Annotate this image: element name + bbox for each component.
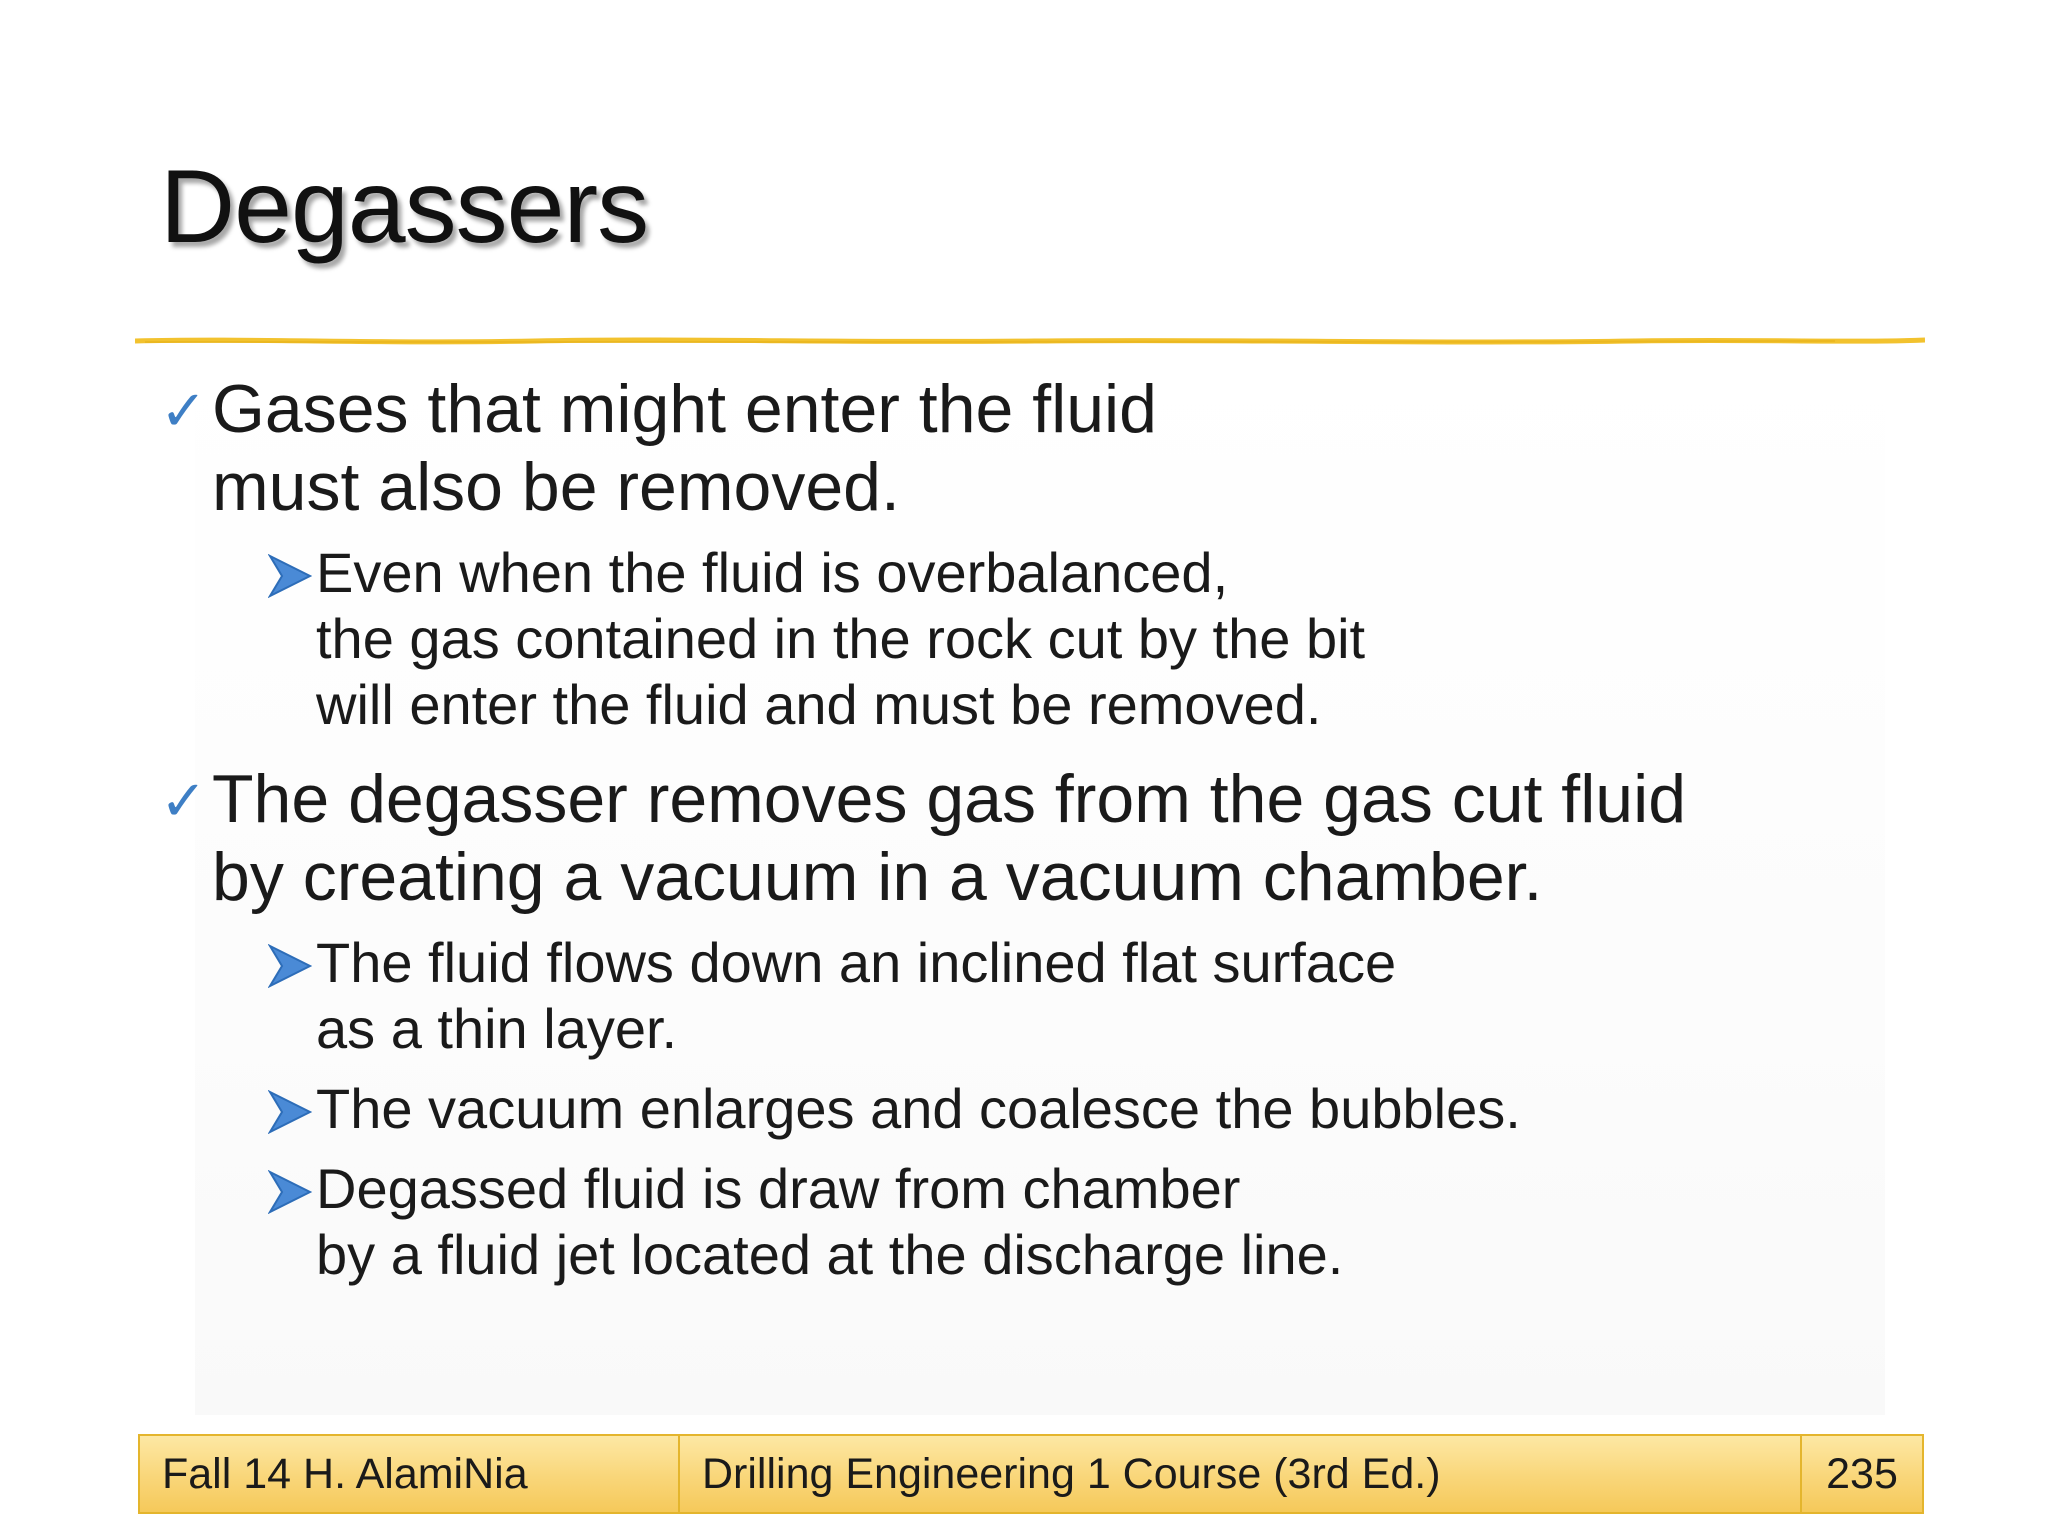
bullet-line: by creating a vacuum in a vacuum chamber.: [212, 839, 1543, 915]
arrow-bullet-icon: [268, 1170, 312, 1214]
arrow-bullet-icon: [268, 944, 312, 988]
footer-course: Drilling Engineering 1 Course (3rd Ed.): [680, 1436, 1802, 1512]
bullet-line: the gas contained in the rock cut by the bit: [316, 607, 1366, 670]
page-number: 235: [1826, 1449, 1898, 1498]
bullet-line: by a fluid jet located at the discharge line.: [316, 1223, 1344, 1286]
checkmark-icon: ✓: [160, 769, 207, 832]
slide-title: Degassers: [160, 149, 649, 265]
bullet-line: The fluid flows down an inclined flat surface: [316, 931, 1397, 994]
bullet-list: [160, 370, 1920, 1302]
bullet-line: Gases that might enter the fluid: [212, 371, 1157, 447]
bullet-line: as a thin layer.: [316, 997, 678, 1060]
footer-author: Fall 14 H. AlamiNia: [140, 1436, 680, 1512]
bullet-level2: [268, 1076, 1920, 1142]
checkmark-icon: ✓: [160, 379, 207, 442]
bullet-level1: [160, 370, 1920, 526]
bullet-level2: [268, 1156, 1920, 1288]
bullet-line: Even when the fluid is overbalanced,: [316, 541, 1229, 604]
bullet-level1: [160, 760, 1920, 916]
bullet-level2: [268, 930, 1920, 1062]
arrow-bullet-icon: [268, 1090, 312, 1134]
bullet-level2: [268, 540, 1920, 738]
title-divider-line: [135, 336, 1925, 346]
bullet-line: must also be removed.: [212, 449, 900, 525]
bullet-line: The degasser removes gas from the gas cut fluid: [212, 761, 1687, 837]
bullet-line: The vacuum enlarges and coalesce the bubbles.: [316, 1077, 1521, 1140]
bullet-line: Degassed fluid is draw from chamber: [316, 1157, 1241, 1220]
slide-footer: [138, 1434, 1924, 1514]
arrow-bullet-icon: [268, 554, 312, 598]
bullet-line: will enter the fluid and must be removed.: [316, 673, 1322, 736]
